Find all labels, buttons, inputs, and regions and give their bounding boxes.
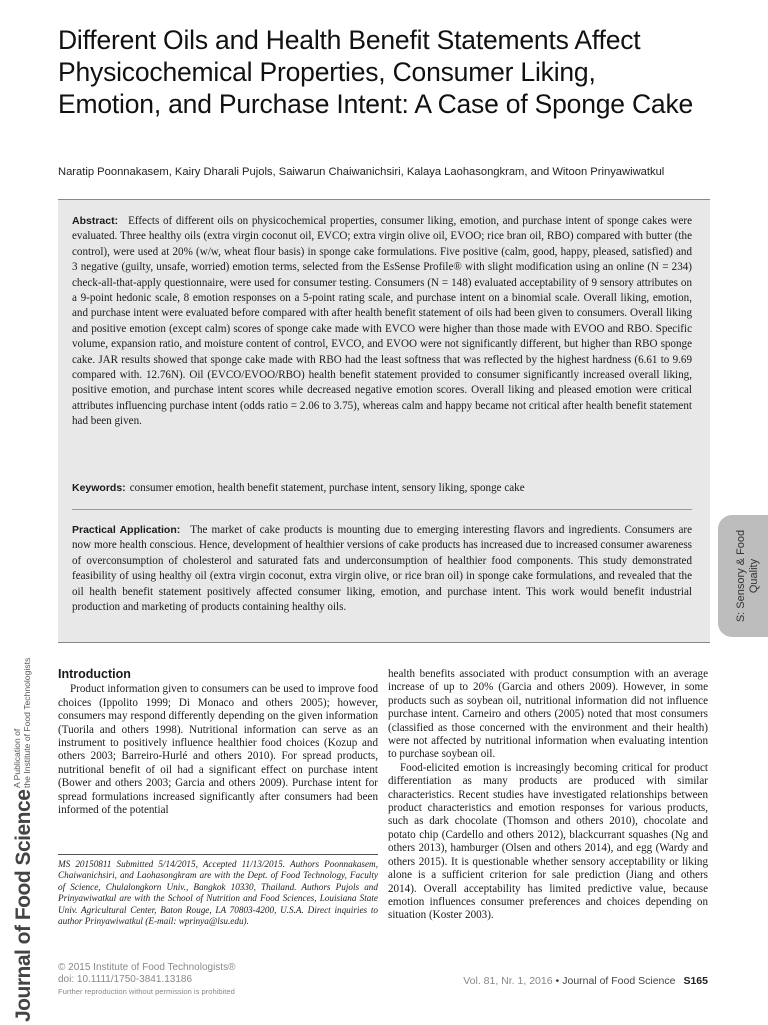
intro-paragraph-1: Product information given to consumers can be used to improve food choices (Ippolito 1999; Di Monaco and others 2005); however, consumers may respond differently depending on the given information (Tuorila and others 1998). Nutritional information can serve as an instrument to positively influence healthier food choices (Kozup and others 2003; Barreiro-Hurlé and others 2010). For spread products, nutritional benefit of oil had a significant effect on purchase intent (Bower and others 2003; Garcia and others 2009). Purchase intent for spread formulations increased significantly after consumers had been informed of the potential: [58, 683, 378, 817]
abstract-label: Abstract:: [72, 215, 119, 227]
footer-left: [58, 962, 235, 998]
doi-link[interactable]: doi: 10.1111/1750-3841.13186: [58, 974, 193, 985]
journal-name: Journal of Food Science: [562, 975, 676, 987]
author-list: Naratip Poonnakasem, Kairy Dharali Pujols, Saiwarun Chaiwanichsiri, Kalaya Laohasongkram, and Witoon Prinyawiwatkul: [58, 166, 665, 178]
abstract-box: [58, 199, 710, 643]
left-column: [58, 668, 378, 817]
section-divider: [72, 509, 692, 510]
abstract: [72, 214, 692, 430]
submission-footnote: MS 20150811 Submitted 5/14/2015, Accepted 11/13/2015. Authors Poonnakasem, Chaiwanichsiri, and Laohasongkram are with the Dept. of Food Technology, Faculty of Science, Chulalongkorn Univ., Bangkok 10330, Thailand. Authors Pujols and Prinyawiwatkul are with the School of Nutrition and Food Sciences, Louisiana State Univ. Agricultural Center, Baton Rouge, LA 70803-4200, U.S.A. Direct inquiries to author Prinyawiwatkul (E-mail: wprinya@lsu.edu).: [58, 854, 378, 927]
keywords-text: consumer emotion, health benefit statement, purchase intent, sensory liking, sponge cake: [129, 482, 525, 494]
introduction-heading: Introduction: [58, 667, 131, 681]
publisher-line-1: A Publication of: [12, 728, 22, 788]
practical-application-text: The market of cake products is mounting due to emerging interesting flavors and ingredients. Consumers are now more health conscious. Hence, development of healthier versions of cake products has increased due to increased consumer awareness of overconsumption of cholesterol and saturated fats and underconsumption of healthier food components. This study demonstrated feasibility of using healthy oil (extra virgin coconut, extra virgin olive, or rice bran oil) in sponge cake formulations, and revealed that the oil health benefit statement positively affected consumer liking, emotion, and purchase intent. This work would benefit industrial production and marketing of products containing healthy oils.: [72, 524, 692, 614]
keywords-label: Keywords:: [72, 482, 126, 494]
practical-application: [72, 523, 692, 615]
intro-paragraph-3: Food-elicited emotion is increasingly becoming critical for product differentiation as many products are produced with similar characteristics. Recent studies have investigated relationships between product characteristics and emotion responses for various products, such as dark chocolate (Thomson and others 2010), chocolate and potato chip (Cardello and others 2012), blackcurrant squashes (Ng and others 2013), hamburger (Olsen and others 2014), and egg (Wardy and others 2015). It is questionable whether sensory acceptability or liking alone is a sufficient criterion for sale prediction (Jiang and others 2014). Overall acceptability has limited predictive value, because emotion influences consumer preferences and choices depending on situation (Koster 2003).: [388, 761, 708, 922]
right-column: [388, 668, 708, 923]
intro-paragraph-2: health benefits associated with product consumption with an average increase of up to 20% (Garcia and others 2009). However, in some products such as soybean oil, nutritional information did not influence purchase intent. Carneiro and others (2005) noted that most consumers (classified as those concerned with the environment and their health) were not affected by nutritional information when evaluating intention to purchase soybean oil.: [388, 668, 708, 761]
reproduction-notice: Further reproduction without permission is prohibited: [58, 987, 235, 996]
page-number: S165: [683, 975, 708, 987]
publisher-line-2: the Institute of Food Technologists: [22, 657, 32, 788]
practical-application-label: Practical Application:: [72, 524, 181, 536]
journal-logo: Journal of Food Science: [12, 789, 35, 1022]
bullet-separator: •: [555, 975, 560, 987]
abstract-text: Effects of different oils on physicochemical properties, consumer liking, emotion, and purchase intent of sponge cakes were evaluated. Three healthy oils (extra virgin coconut oil, EVCO; extra virgin olive oil, EVOO; rice bran oil, RBO) compared with butter (the control), were used at 20% (w/w, wheat flour basis) in sponge cake formulations. Five positive (calm, good, happy, pleased, satisfied) and 3 negative (guilty, unsafe, worried) emotion terms, selected from the EsSense Profile® with slight modification using an online (N = 234) check-all-that-apply questionnaire, were used for consumer testing. Consumers (N = 148) evaluated acceptability of 9 sensory attributes on a 9-point hedonic scale, 8 emotion responses on a 5-point rating scale, and purchase intent on a binomial scale. Overall liking, emotion, and purchase intent were evaluated before compared with after health benefit statement of oils had been given to consumers. Overall liking and positive emotion (except calm) scores of sponge cake made with EVCO were higher than those made with EVOO and RBO. Specific volume, expansion ratio, and moisture content of control, EVCO, and EVOO were not significantly different, but higher than RBO sponge cake. JAR results showed that sponge cake made with RBO had the least softness that was reflected by the highest hardness (6.61 to 9.69 compared with. 12.76N). Oil (EVCO/EVOO/RBO) health benefit statement provided to consumer significantly increased overall liking, positive emotion, and purchase intent scores while decreased negative emotion scores. Overall liking and pleased emotion were critical attributes influencing purchase intent (odds ratio = 2.06 to 3.75), whereas calm and happy became not critical after health benefit statement had been given.: [72, 215, 692, 428]
publisher-note: [12, 658, 32, 788]
footer-right: [463, 975, 708, 987]
volume-info: Vol. 81, Nr. 1, 2016: [463, 975, 553, 987]
side-tab-label: S: Sensory & Food Quality: [735, 529, 760, 623]
paper-title: Different Oils and Health Benefit Statements Affect Physicochemical Properties, Consumer Liking, Emotion, and Purchase Intent: A Case of Sponge Cake: [58, 25, 694, 119]
keywords: [72, 481, 692, 496]
section-side-tab: [718, 515, 768, 637]
copyright-line: © 2015 Institute of Food Technologists®: [58, 962, 236, 973]
